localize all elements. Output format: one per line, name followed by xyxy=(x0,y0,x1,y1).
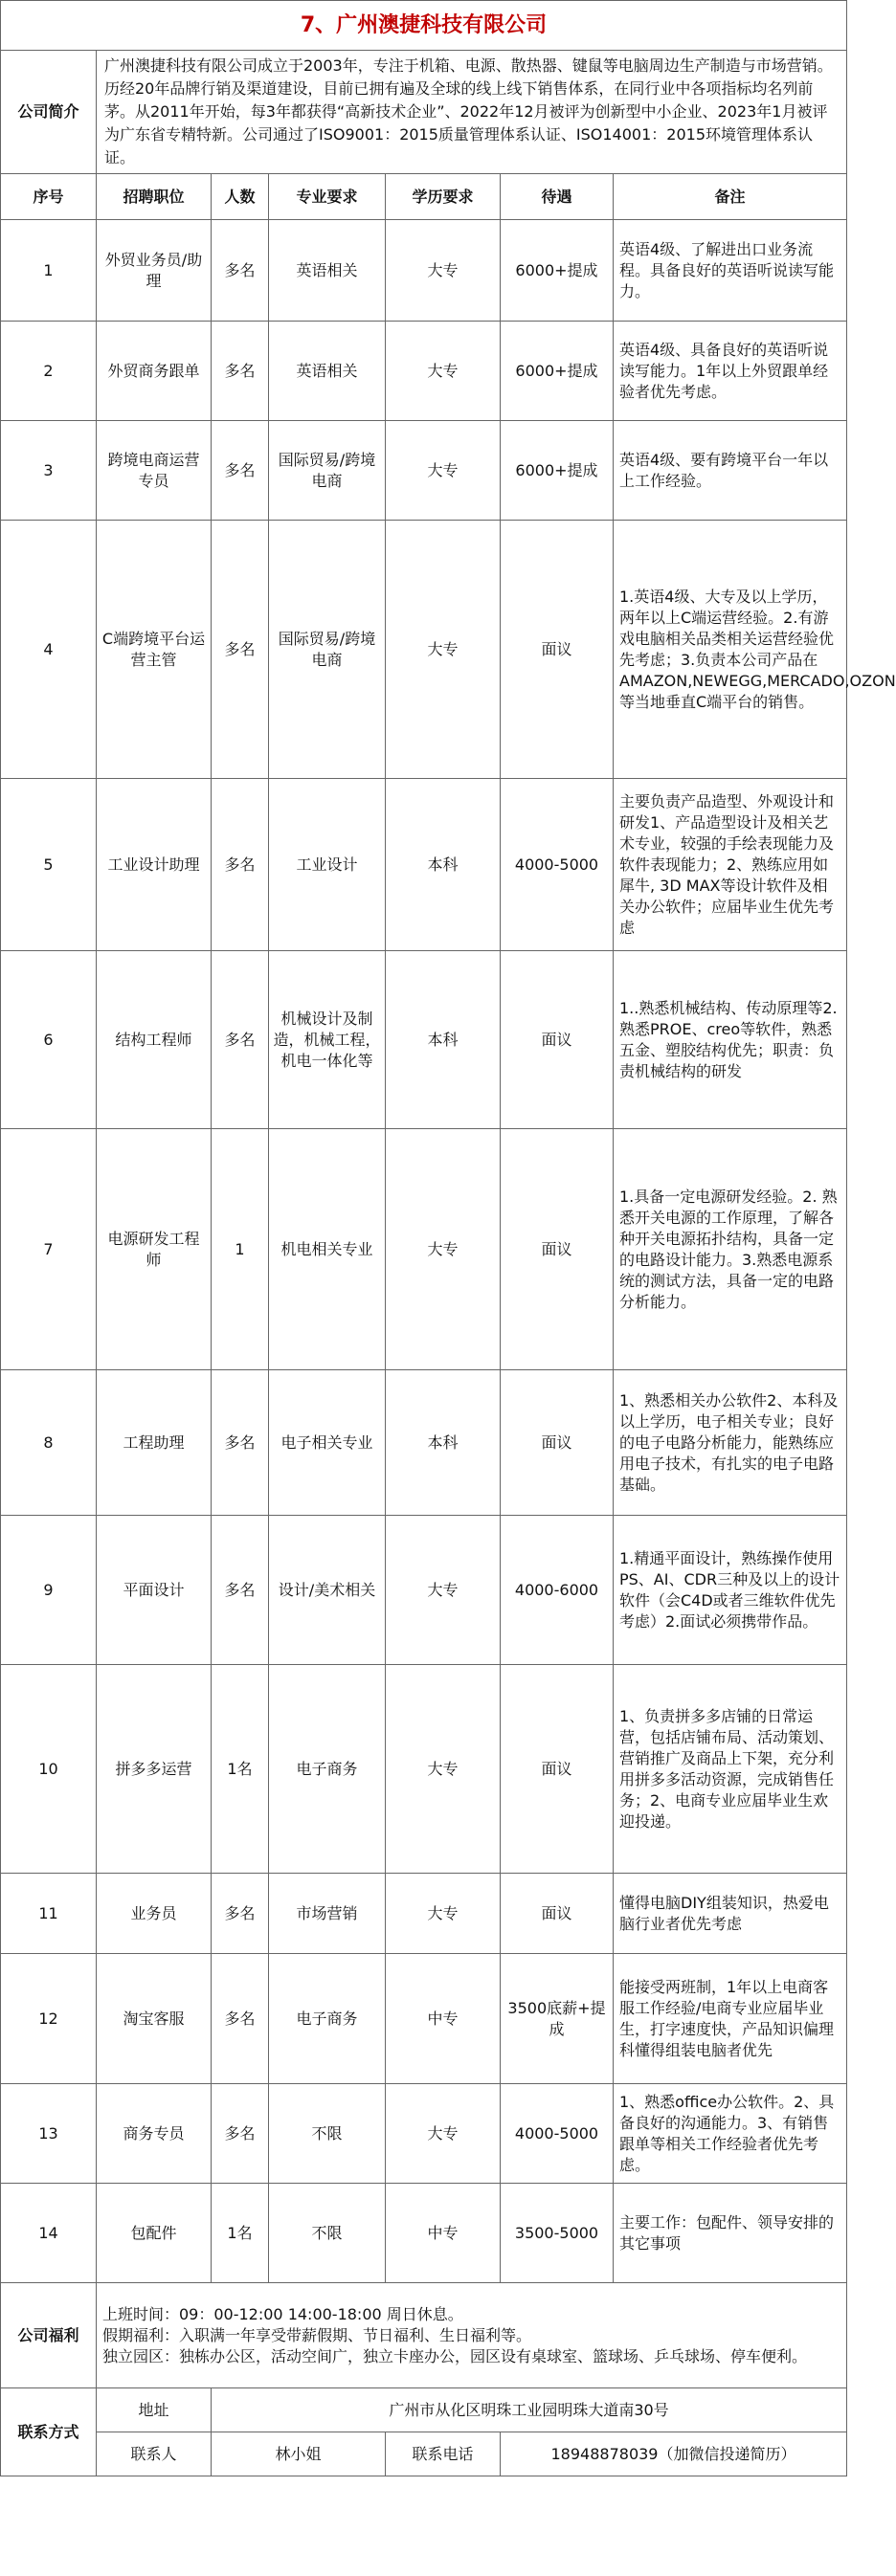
job-education: 本科 xyxy=(386,779,501,951)
job-count: 多名 xyxy=(212,1954,269,2084)
job-number: 4 xyxy=(1,521,97,779)
intro-label: 公司简介 xyxy=(1,51,97,174)
job-position: 业务员 xyxy=(97,1874,212,1954)
job-major: 电子商务 xyxy=(269,1665,386,1874)
job-position: 结构工程师 xyxy=(97,951,212,1129)
job-note: 1.精通平面设计，熟练操作使用PS、AI、CDR三种及以上的设计软件（会C4D或者三维软件优先考虑）2.面试必须携带作品。 xyxy=(614,1516,847,1665)
job-count: 多名 xyxy=(212,220,269,322)
job-note: 能接受两班制，1年以上电商客服工作经验/电商专业应届毕业生，打字速度快，产品知识偏理科懂得组装电脑者优先 xyxy=(614,1954,847,2084)
job-major: 英语相关 xyxy=(269,322,386,421)
job-number: 9 xyxy=(1,1516,97,1665)
job-position: 外贸业务员/助理 xyxy=(97,220,212,322)
job-count: 多名 xyxy=(212,322,269,421)
job-count: 多名 xyxy=(212,2084,269,2184)
header-position: 招聘职位 xyxy=(97,174,212,220)
job-education: 中专 xyxy=(386,1954,501,2084)
welfare-campus: 独立园区：独栋办公区，活动空间广，独立卡座办公，园区设有桌球室、篮球场、乒乓球场、停车便利。 xyxy=(102,2346,808,2365)
job-note: 英语4级、具备良好的英语听说读写能力。1年以上外贸跟单经验者优先考虑。 xyxy=(614,322,847,421)
job-count: 多名 xyxy=(212,1370,269,1516)
contact-person-label: 联系人 xyxy=(97,2432,212,2476)
job-number: 3 xyxy=(1,421,97,521)
welfare-label: 公司福利 xyxy=(1,2283,97,2388)
job-number: 7 xyxy=(1,1129,97,1370)
job-number: 12 xyxy=(1,1954,97,2084)
job-count: 1名 xyxy=(212,1665,269,1874)
job-pay: 3500底薪+提成 xyxy=(501,1954,614,2084)
job-education: 大专 xyxy=(386,1516,501,1665)
header-row xyxy=(1,174,847,220)
job-position: 工业设计助理 xyxy=(97,779,212,951)
job-position: 淘宝客服 xyxy=(97,1954,212,2084)
table-row xyxy=(1,1954,847,2084)
header-note: 备注 xyxy=(614,174,847,220)
job-count: 1 xyxy=(212,1129,269,1370)
job-position: 平面设计 xyxy=(97,1516,212,1665)
job-education: 大专 xyxy=(386,220,501,322)
job-count: 多名 xyxy=(212,421,269,521)
job-count: 1名 xyxy=(212,2184,269,2283)
job-pay: 6000+提成 xyxy=(501,421,614,521)
job-position: C端跨境平台运营主管 xyxy=(97,521,212,779)
job-position: 电源研发工程师 xyxy=(97,1129,212,1370)
job-pay: 6000+提成 xyxy=(501,322,614,421)
job-major: 机电相关专业 xyxy=(269,1129,386,1370)
job-number: 8 xyxy=(1,1370,97,1516)
job-note: 主要负责产品造型、外观设计和研发1、产品造型设计及相关艺术专业，较强的手绘表现能力及软件表现能力；2、熟练应用如犀牛, 3D MAX等设计软件及相关办公软件；应届毕业生优先考虑 xyxy=(614,779,847,951)
job-major: 电子商务 xyxy=(269,1954,386,2084)
job-note: 主要工作：包配件、领导安排的其它事项 xyxy=(614,2184,847,2283)
welfare-text xyxy=(97,2283,847,2388)
job-education: 大专 xyxy=(386,1129,501,1370)
job-count: 多名 xyxy=(212,1874,269,1954)
job-note: 英语4级、要有跨境平台一年以上工作经验。 xyxy=(614,421,847,521)
job-major: 电子相关专业 xyxy=(269,1370,386,1516)
table-row xyxy=(1,1370,847,1516)
job-pay: 面议 xyxy=(501,1129,614,1370)
job-education: 本科 xyxy=(386,951,501,1129)
table-row xyxy=(1,1129,847,1370)
job-note: 1、熟悉office办公软件。2、具备良好的沟通能力。3、有销售跟单等相关工作经验者优先考虑。 xyxy=(614,2084,847,2184)
job-number: 14 xyxy=(1,2184,97,2283)
job-major: 不限 xyxy=(269,2184,386,2283)
table-row xyxy=(1,951,847,1129)
job-position: 外贸商务跟单 xyxy=(97,322,212,421)
header-education: 学历要求 xyxy=(386,174,501,220)
header-count: 人数 xyxy=(212,174,269,220)
job-number: 13 xyxy=(1,2084,97,2184)
job-position: 包配件 xyxy=(97,2184,212,2283)
job-major: 不限 xyxy=(269,2084,386,2184)
job-pay: 4000-5000 xyxy=(501,779,614,951)
job-count: 多名 xyxy=(212,1516,269,1665)
contact-phone-label: 联系电话 xyxy=(386,2432,501,2476)
job-pay: 4000-5000 xyxy=(501,2084,614,2184)
job-count: 多名 xyxy=(212,951,269,1129)
job-education: 本科 xyxy=(386,1370,501,1516)
job-major: 工业设计 xyxy=(269,779,386,951)
job-note: 懂得电脑DIY组装知识，热爱电脑行业者优先考虑 xyxy=(614,1874,847,1954)
job-count: 多名 xyxy=(212,521,269,779)
welfare-holidays: 假期福利：入职满一年享受带薪假期、节日福利、生日福利等。 xyxy=(102,2325,532,2344)
table-row xyxy=(1,1516,847,1665)
job-pay: 4000-6000 xyxy=(501,1516,614,1665)
job-major: 国际贸易/跨境电商 xyxy=(269,421,386,521)
table-row xyxy=(1,1874,847,1954)
job-number: 11 xyxy=(1,1874,97,1954)
job-education: 大专 xyxy=(386,322,501,421)
job-position: 工程助理 xyxy=(97,1370,212,1516)
job-note: 1、熟悉相关办公软件2、本科及以上学历，电子相关专业；良好的电子电路分析能力，能熟练应用电子技术，有扎实的电子电路基础。 xyxy=(614,1370,847,1516)
contact-phone-value: 18948878039（加微信投递简历） xyxy=(501,2432,847,2476)
address-value: 广州市从化区明珠工业园明珠大道南30号 xyxy=(212,2388,847,2432)
job-major: 国际贸易/跨境电商 xyxy=(269,521,386,779)
company-title: 7、广州澳捷科技有限公司 xyxy=(1,1,847,51)
job-major: 设计/美术相关 xyxy=(269,1516,386,1665)
contact-label: 联系方式 xyxy=(1,2388,97,2476)
table-row xyxy=(1,779,847,951)
job-pay: 面议 xyxy=(501,521,614,779)
job-education: 大专 xyxy=(386,421,501,521)
job-major: 机械设计及制造，机械工程，机电一体化等 xyxy=(269,951,386,1129)
job-major: 英语相关 xyxy=(269,220,386,322)
job-number: 5 xyxy=(1,779,97,951)
job-position: 跨境电商运营专员 xyxy=(97,421,212,521)
job-major: 市场营销 xyxy=(269,1874,386,1954)
job-pay: 面议 xyxy=(501,951,614,1129)
job-pay: 面议 xyxy=(501,1874,614,1954)
job-note: 1、负责拼多多店铺的日常运营，包括店铺布局、活动策划、营销推广及商品上下架，充分利用拼多多活动资源，完成销售任务；2、电商专业应届毕业生欢迎投递。 xyxy=(614,1665,847,1874)
table-row xyxy=(1,220,847,322)
job-education: 中专 xyxy=(386,2184,501,2283)
job-number: 1 xyxy=(1,220,97,322)
job-number: 2 xyxy=(1,322,97,421)
job-note: 1.英语4级、大专及以上学历，两年以上C端运营经验。2.有游戏电脑相关品类相关运营经验优先考虑；3.负责本公司产品在AMAZON,NEWEGG,MERCADO,OZON等当地垂直C端平台的销售。 xyxy=(614,521,847,779)
job-education: 大专 xyxy=(386,2084,501,2184)
job-position: 拼多多运营 xyxy=(97,1665,212,1874)
job-number: 6 xyxy=(1,951,97,1129)
header-major: 专业要求 xyxy=(269,174,386,220)
address-label: 地址 xyxy=(97,2388,212,2432)
job-pay: 6000+提成 xyxy=(501,220,614,322)
header-pay: 待遇 xyxy=(501,174,614,220)
job-note: 英语4级、了解进出口业务流程。具备良好的英语听说读写能力。 xyxy=(614,220,847,322)
table-row xyxy=(1,521,847,779)
contact-person-value: 林小姐 xyxy=(212,2432,386,2476)
job-number: 10 xyxy=(1,1665,97,1874)
job-education: 大专 xyxy=(386,521,501,779)
intro-text: 广州澳捷科技有限公司成立于2003年，专注于机箱、电源、散热器、键鼠等电脑周边生产制造与市场营销。历经20年品牌行销及渠道建设，目前已拥有遍及全球的线上线下销售体系，在同行业中各项指标均名列前茅。从2011年开始，每3年都获得“高新技术企业”、2022年12月被评为创新型中小企业、2023年1月被评为广东省专精特新。公司通过了ISO9001：2015质量管理体系认证、ISO14001：2015环境管理体系认证。 xyxy=(97,51,847,174)
job-education: 大专 xyxy=(386,1665,501,1874)
table-row xyxy=(1,421,847,521)
job-pay: 面议 xyxy=(501,1665,614,1874)
welfare-hours: 上班时间：09：00-12:00 14:00-18:00 周日休息。 xyxy=(102,2304,463,2323)
table-row xyxy=(1,1665,847,1874)
job-note: 1..熟悉机械结构、传动原理等2.熟悉PROE、creo等软件，熟悉五金、塑胶结构优先；职责：负责机械结构的研发 xyxy=(614,951,847,1129)
job-position: 商务专员 xyxy=(97,2084,212,2184)
table-row xyxy=(1,322,847,421)
job-pay: 3500-5000 xyxy=(501,2184,614,2283)
job-pay: 面议 xyxy=(501,1370,614,1516)
job-note: 1.具备一定电源研发经验。2. 熟悉开关电源的工作原理，了解各种开关电源拓扑结构，具备一定的电路设计能力。3.熟悉电源系统的测试方法，具备一定的电路分析能力。 xyxy=(614,1129,847,1370)
header-no: 序号 xyxy=(1,174,97,220)
job-count: 多名 xyxy=(212,779,269,951)
job-education: 大专 xyxy=(386,1874,501,1954)
table-row xyxy=(1,2084,847,2184)
table-row xyxy=(1,2184,847,2283)
